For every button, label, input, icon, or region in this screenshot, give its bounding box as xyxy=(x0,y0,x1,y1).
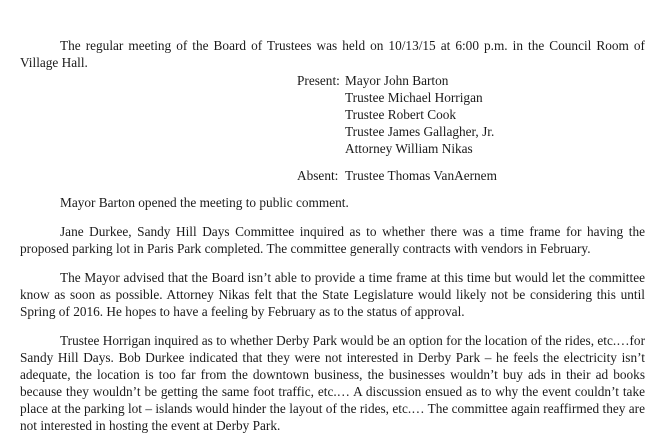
present-label: Present: xyxy=(297,73,340,88)
present-member: Mayor John Barton xyxy=(345,73,449,88)
absent-member: Trustee Thomas VanAernem xyxy=(345,168,497,183)
present-member: Attorney William Nikas xyxy=(345,141,473,156)
present-member: Trustee Robert Cook xyxy=(345,107,457,122)
derby-park-paragraph: Trustee Horrigan inquired as to whether Derby Park would be an option for the location of the rides, etc.…for Sandy Hill Days. Bob Durkee indicated that they were not interested in Derby Park – he feels the electricity isn’t adequate, the location is too far from the downtown business, the businesses wouldn’t buy ads in their ad books because they wouldn’t be getting the same foot traffic, etc.… A discussion ensued as to why the event couldn’t take place at the parking lot – islands would hinder the layout of the rides, etc.… The committee again reaffirmed they are not interested in hosting the event at Derby Park. xyxy=(20,333,645,433)
absent-label: Absent: xyxy=(297,168,339,183)
present-member: Trustee James Gallagher, Jr. xyxy=(345,124,495,139)
intro-paragraph: The regular meeting of the Board of Trustees was held on 10/13/15 at 6:00 p.m. in the Council Room of Village Hall. xyxy=(20,38,645,70)
mayor-response-paragraph: The Mayor advised that the Board isn’t able to provide a time frame at this time but would let the committee know as soon as possible. Attorney Nikas felt that the State Legislature would likely not be considering this until Spring of 2016. He hopes to have a feeling by February as to the status of approval. xyxy=(20,270,645,319)
public-comment-paragraph: Mayor Barton opened the meeting to public comment. xyxy=(60,195,349,210)
durkee-inquiry-paragraph: Jane Durkee, Sandy Hill Days Committee inquired as to whether there was a time frame for having the proposed parking lot in Paris Park completed. The committee generally contracts with vendors in February. xyxy=(20,224,645,256)
present-member: Trustee Michael Horrigan xyxy=(345,90,483,105)
